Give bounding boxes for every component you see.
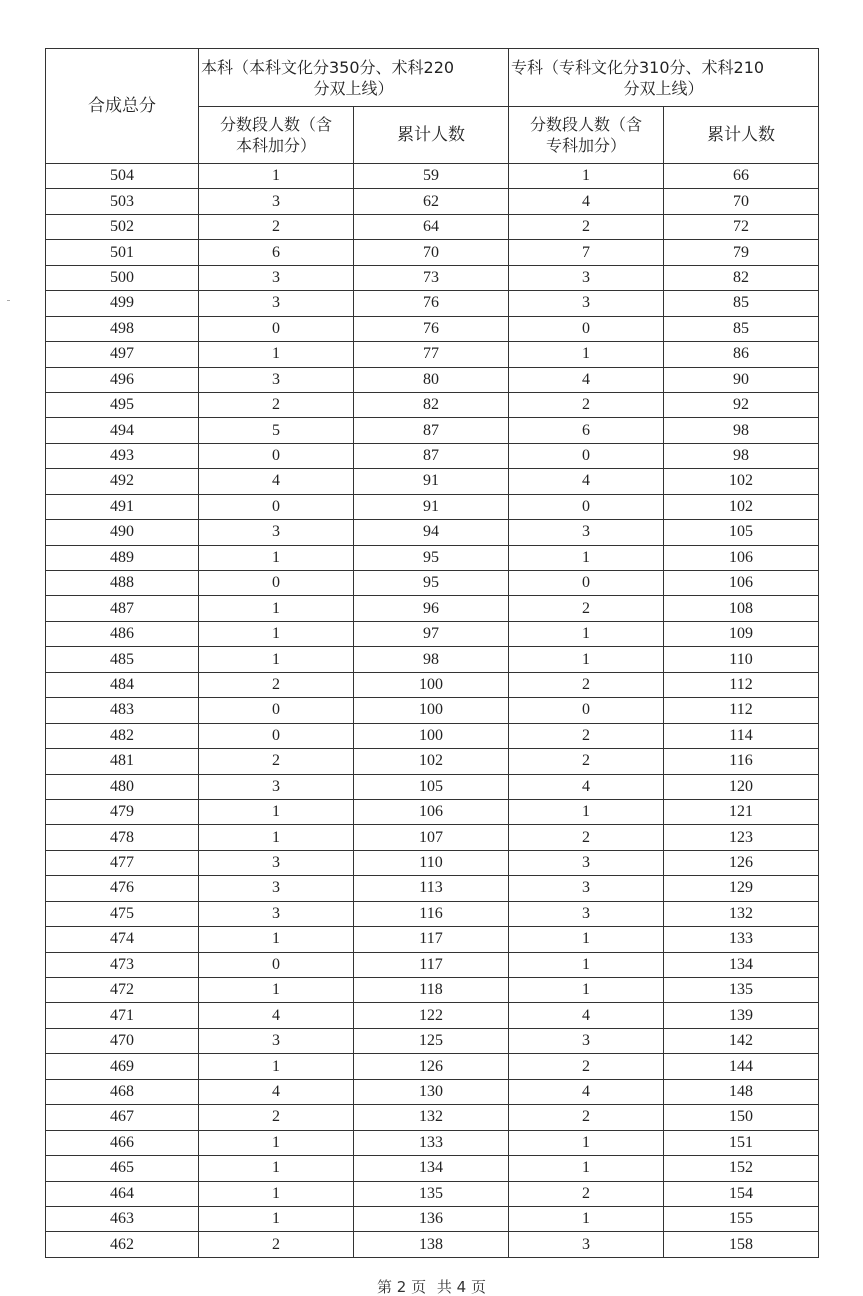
header-vocational-count: 分数段人数（含 专科加分）: [509, 107, 664, 164]
vocational-count-cell: 2: [509, 825, 664, 850]
vocational-count-cell: 0: [509, 443, 664, 468]
undergrad-cumulative-cell: 118: [354, 978, 509, 1003]
table-row: [46, 443, 819, 468]
vocational-cumulative-cell: 139: [664, 1003, 819, 1028]
vocational-count-cell: 1: [509, 545, 664, 570]
undergrad-cumulative-cell: 116: [354, 901, 509, 926]
vocational-count-cell: 3: [509, 1232, 664, 1257]
table-row: [46, 1105, 819, 1130]
undergrad-cumulative-cell: 87: [354, 443, 509, 468]
undergrad-count-cell: 0: [199, 723, 354, 748]
vocational-count-cell: 1: [509, 342, 664, 367]
table-row: [46, 1181, 819, 1206]
table-row: [46, 189, 819, 214]
vocational-count-cell: 2: [509, 723, 664, 748]
undergrad-cumulative-cell: 59: [354, 164, 509, 189]
vocational-count-cell: 4: [509, 1079, 664, 1104]
vocational-count-cell: 2: [509, 672, 664, 697]
total-score-cell: 492: [46, 469, 199, 494]
page-number: 第 2 页: [377, 1278, 427, 1296]
total-score-cell: 487: [46, 596, 199, 621]
vocational-count-cell: 2: [509, 214, 664, 239]
undergrad-cumulative-cell: 100: [354, 723, 509, 748]
undergrad-cumulative-cell: 126: [354, 1054, 509, 1079]
undergrad-cumulative-cell: 107: [354, 825, 509, 850]
total-score-cell: 499: [46, 291, 199, 316]
total-score-cell: 494: [46, 418, 199, 443]
table-row: [46, 698, 819, 723]
vocational-count-cell: 2: [509, 1181, 664, 1206]
table-row: [46, 672, 819, 697]
undergrad-cumulative-cell: 113: [354, 876, 509, 901]
undergrad-count-cell: 1: [199, 1054, 354, 1079]
table-row: [46, 978, 819, 1003]
undergrad-cumulative-cell: 95: [354, 545, 509, 570]
vocational-count-cell: 3: [509, 901, 664, 926]
undergrad-cumulative-cell: 138: [354, 1232, 509, 1257]
total-score-cell: 483: [46, 698, 199, 723]
undergrad-cumulative-cell: 102: [354, 749, 509, 774]
vocational-cumulative-cell: 132: [664, 901, 819, 926]
total-score-cell: 498: [46, 316, 199, 341]
vocational-cumulative-cell: 92: [664, 392, 819, 417]
undergrad-count-cell: 1: [199, 1206, 354, 1231]
undergrad-cumulative-cell: 106: [354, 799, 509, 824]
vocational-cumulative-cell: 79: [664, 240, 819, 265]
vocational-cumulative-cell: 86: [664, 342, 819, 367]
vocational-count-cell: 4: [509, 1003, 664, 1028]
vocational-count-cell: 4: [509, 774, 664, 799]
undergrad-count-cell: 4: [199, 1079, 354, 1104]
undergrad-cumulative-cell: 132: [354, 1105, 509, 1130]
table-row: [46, 164, 819, 189]
vocational-count-cell: 3: [509, 265, 664, 290]
vocational-count-cell: 0: [509, 494, 664, 519]
total-score-cell: 485: [46, 647, 199, 672]
undergrad-count-cell: 1: [199, 647, 354, 672]
undergrad-cumulative-cell: 80: [354, 367, 509, 392]
vocational-cumulative-cell: 155: [664, 1206, 819, 1231]
undergrad-cumulative-cell: 117: [354, 927, 509, 952]
undergrad-count-cell: 0: [199, 571, 354, 596]
total-score-cell: 486: [46, 621, 199, 646]
undergrad-cumulative-cell: 125: [354, 1028, 509, 1053]
vocational-cumulative-cell: 133: [664, 927, 819, 952]
total-score-cell: 471: [46, 1003, 199, 1028]
undergrad-count-cell: 1: [199, 927, 354, 952]
vocational-count-cell: 0: [509, 316, 664, 341]
table-row: [46, 214, 819, 239]
vocational-count-cell: 2: [509, 392, 664, 417]
undergrad-cumulative-cell: 82: [354, 392, 509, 417]
table-row: [46, 1232, 819, 1257]
vocational-count-cell: 0: [509, 698, 664, 723]
total-score-cell: 489: [46, 545, 199, 570]
total-score-cell: 478: [46, 825, 199, 850]
page-total: 共 4 页: [436, 1278, 486, 1296]
total-score-cell: 493: [46, 443, 199, 468]
undergrad-cumulative-cell: 91: [354, 469, 509, 494]
vocational-cumulative-cell: 98: [664, 418, 819, 443]
undergrad-cumulative-cell: 95: [354, 571, 509, 596]
total-score-cell: 488: [46, 571, 199, 596]
total-score-cell: 502: [46, 214, 199, 239]
vocational-cumulative-cell: 112: [664, 672, 819, 697]
total-score-cell: 482: [46, 723, 199, 748]
vocational-cumulative-cell: 151: [664, 1130, 819, 1155]
vocational-count-cell: 3: [509, 291, 664, 316]
total-score-cell: 465: [46, 1156, 199, 1181]
vocational-cumulative-cell: 109: [664, 621, 819, 646]
total-score-cell: 484: [46, 672, 199, 697]
table-row: [46, 621, 819, 646]
total-score-cell: 474: [46, 927, 199, 952]
table-row: [46, 927, 819, 952]
undergrad-count-cell: 0: [199, 316, 354, 341]
undergrad-count-cell: 3: [199, 189, 354, 214]
vocational-count-cell: 3: [509, 850, 664, 875]
undergrad-count-cell: 2: [199, 749, 354, 774]
vocational-cumulative-cell: 106: [664, 545, 819, 570]
undergrad-count-cell: 3: [199, 1028, 354, 1053]
page-footer: [0, 1278, 863, 1296]
undergrad-cumulative-cell: 98: [354, 647, 509, 672]
total-score-cell: 473: [46, 952, 199, 977]
total-score-cell: 495: [46, 392, 199, 417]
undergrad-count-cell: 4: [199, 469, 354, 494]
total-score-cell: 500: [46, 265, 199, 290]
undergrad-count-cell: 3: [199, 291, 354, 316]
vocational-cumulative-cell: 114: [664, 723, 819, 748]
undergrad-count-cell: 6: [199, 240, 354, 265]
undergrad-cumulative-cell: 100: [354, 698, 509, 723]
undergrad-cumulative-cell: 100: [354, 672, 509, 697]
vocational-count-cell: 1: [509, 927, 664, 952]
table-row: [46, 1130, 819, 1155]
table-row: [46, 316, 819, 341]
vocational-cumulative-cell: 150: [664, 1105, 819, 1130]
total-score-cell: 463: [46, 1206, 199, 1231]
vocational-count-cell: 3: [509, 520, 664, 545]
table-row: [46, 850, 819, 875]
undergrad-count-cell: 3: [199, 774, 354, 799]
vocational-count-cell: 1: [509, 978, 664, 1003]
undergrad-count-cell: 1: [199, 342, 354, 367]
vocational-cumulative-cell: 158: [664, 1232, 819, 1257]
total-score-cell: 503: [46, 189, 199, 214]
total-score-cell: 470: [46, 1028, 199, 1053]
table-row: [46, 774, 819, 799]
undergrad-cumulative-cell: 122: [354, 1003, 509, 1028]
undergrad-cumulative-cell: 87: [354, 418, 509, 443]
header-undergrad-group: 本科（本科文化分350分、术科220 分双上线）: [199, 49, 509, 107]
undergrad-count-cell: 3: [199, 265, 354, 290]
vocational-cumulative-cell: 120: [664, 774, 819, 799]
table-row: [46, 799, 819, 824]
vocational-count-cell: 6: [509, 418, 664, 443]
vocational-count-cell: 1: [509, 952, 664, 977]
table-row: [46, 418, 819, 443]
undergrad-cumulative-cell: 91: [354, 494, 509, 519]
undergrad-count-cell: 1: [199, 799, 354, 824]
undergrad-count-cell: 2: [199, 214, 354, 239]
undergrad-count-cell: 1: [199, 164, 354, 189]
total-score-cell: 481: [46, 749, 199, 774]
header-undergrad-count: 分数段人数（含 本科加分）: [199, 107, 354, 164]
vocational-count-cell: 1: [509, 1156, 664, 1181]
vocational-count-cell: 1: [509, 621, 664, 646]
undergrad-count-cell: 4: [199, 1003, 354, 1028]
total-score-cell: 496: [46, 367, 199, 392]
undergrad-cumulative-cell: 97: [354, 621, 509, 646]
total-score-cell: 476: [46, 876, 199, 901]
vocational-count-cell: 2: [509, 1054, 664, 1079]
undergrad-count-cell: 2: [199, 1105, 354, 1130]
undergrad-cumulative-cell: 105: [354, 774, 509, 799]
table-row: [46, 265, 819, 290]
vocational-count-cell: 2: [509, 596, 664, 621]
undergrad-cumulative-cell: 136: [354, 1206, 509, 1231]
undergrad-count-cell: 0: [199, 952, 354, 977]
table-row: [46, 596, 819, 621]
undergrad-count-cell: 3: [199, 367, 354, 392]
undergrad-cumulative-cell: 135: [354, 1181, 509, 1206]
vocational-cumulative-cell: 85: [664, 316, 819, 341]
total-score-cell: 490: [46, 520, 199, 545]
undergrad-count-cell: 1: [199, 1156, 354, 1181]
vocational-cumulative-cell: 70: [664, 189, 819, 214]
vocational-cumulative-cell: 98: [664, 443, 819, 468]
total-score-cell: 468: [46, 1079, 199, 1104]
vocational-cumulative-cell: 90: [664, 367, 819, 392]
header-vocational-cumulative: 累计人数: [664, 107, 819, 164]
total-score-cell: 497: [46, 342, 199, 367]
vocational-cumulative-cell: 82: [664, 265, 819, 290]
undergrad-count-cell: 1: [199, 1181, 354, 1206]
undergrad-count-cell: 2: [199, 392, 354, 417]
undergrad-cumulative-cell: 62: [354, 189, 509, 214]
undergrad-cumulative-cell: 76: [354, 291, 509, 316]
vocational-cumulative-cell: 142: [664, 1028, 819, 1053]
undergrad-count-cell: 1: [199, 545, 354, 570]
vocational-cumulative-cell: 112: [664, 698, 819, 723]
vocational-count-cell: 2: [509, 1105, 664, 1130]
vocational-count-cell: 3: [509, 876, 664, 901]
total-score-cell: 480: [46, 774, 199, 799]
vocational-cumulative-cell: 148: [664, 1079, 819, 1104]
vocational-count-cell: 3: [509, 1028, 664, 1053]
table-row: [46, 1003, 819, 1028]
vocational-cumulative-cell: 105: [664, 520, 819, 545]
total-score-cell: 462: [46, 1232, 199, 1257]
vocational-cumulative-cell: 108: [664, 596, 819, 621]
table-row: [46, 494, 819, 519]
vocational-count-cell: 4: [509, 469, 664, 494]
vocational-cumulative-cell: 110: [664, 647, 819, 672]
total-score-cell: 491: [46, 494, 199, 519]
undergrad-cumulative-cell: 117: [354, 952, 509, 977]
table-row: [46, 545, 819, 570]
undergrad-cumulative-cell: 76: [354, 316, 509, 341]
undergrad-cumulative-cell: 70: [354, 240, 509, 265]
vocational-count-cell: 1: [509, 1206, 664, 1231]
vocational-count-cell: 4: [509, 367, 664, 392]
undergrad-count-cell: 1: [199, 596, 354, 621]
vocational-cumulative-cell: 102: [664, 469, 819, 494]
vocational-count-cell: 1: [509, 1130, 664, 1155]
table-row: [46, 291, 819, 316]
vocational-cumulative-cell: 126: [664, 850, 819, 875]
undergrad-cumulative-cell: 110: [354, 850, 509, 875]
vocational-cumulative-cell: 121: [664, 799, 819, 824]
total-score-cell: 469: [46, 1054, 199, 1079]
table-row: [46, 1079, 819, 1104]
undergrad-count-cell: 3: [199, 901, 354, 926]
undergrad-count-cell: 0: [199, 698, 354, 723]
vocational-cumulative-cell: 134: [664, 952, 819, 977]
undergrad-cumulative-cell: 133: [354, 1130, 509, 1155]
vocational-count-cell: 0: [509, 571, 664, 596]
table-row: [46, 825, 819, 850]
table-row: [46, 749, 819, 774]
table-row: [46, 1206, 819, 1231]
table-row: [46, 520, 819, 545]
undergrad-count-cell: 2: [199, 672, 354, 697]
undergrad-count-cell: 5: [199, 418, 354, 443]
undergrad-count-cell: 3: [199, 876, 354, 901]
table-row: [46, 952, 819, 977]
table-row: [46, 392, 819, 417]
header-total-score: 合成总分: [46, 49, 199, 164]
header-undergrad-cumulative: 累计人数: [354, 107, 509, 164]
undergrad-count-cell: 1: [199, 1130, 354, 1155]
vocational-count-cell: 7: [509, 240, 664, 265]
table-row: [46, 342, 819, 367]
table-row: [46, 1054, 819, 1079]
vocational-cumulative-cell: 152: [664, 1156, 819, 1181]
vocational-cumulative-cell: 85: [664, 291, 819, 316]
undergrad-cumulative-cell: 94: [354, 520, 509, 545]
table-row: [46, 571, 819, 596]
table-row: [46, 469, 819, 494]
vocational-cumulative-cell: 154: [664, 1181, 819, 1206]
table-row: [46, 1156, 819, 1181]
undergrad-count-cell: 1: [199, 621, 354, 646]
vocational-count-cell: 4: [509, 189, 664, 214]
undergrad-cumulative-cell: 96: [354, 596, 509, 621]
vocational-cumulative-cell: 123: [664, 825, 819, 850]
vocational-cumulative-cell: 129: [664, 876, 819, 901]
total-score-cell: 466: [46, 1130, 199, 1155]
vocational-count-cell: 2: [509, 749, 664, 774]
vocational-count-cell: 1: [509, 164, 664, 189]
vocational-cumulative-cell: 135: [664, 978, 819, 1003]
undergrad-count-cell: 2: [199, 1232, 354, 1257]
undergrad-count-cell: 0: [199, 494, 354, 519]
table-row: [46, 647, 819, 672]
total-score-cell: 464: [46, 1181, 199, 1206]
header-vocational-group: 专科（专科文化分310分、术科210 分双上线）: [509, 49, 819, 107]
undergrad-count-cell: 1: [199, 825, 354, 850]
undergrad-count-cell: 3: [199, 850, 354, 875]
table-row: [46, 367, 819, 392]
table-body: [46, 164, 819, 1258]
table-row: [46, 723, 819, 748]
table-row: [46, 876, 819, 901]
table-row: [46, 1028, 819, 1053]
total-score-cell: 501: [46, 240, 199, 265]
score-distribution-table: [45, 48, 819, 1258]
undergrad-cumulative-cell: 130: [354, 1079, 509, 1104]
vocational-cumulative-cell: 106: [664, 571, 819, 596]
total-score-cell: 467: [46, 1105, 199, 1130]
table-row: [46, 240, 819, 265]
total-score-cell: 472: [46, 978, 199, 1003]
undergrad-count-cell: 0: [199, 443, 354, 468]
total-score-cell: 475: [46, 901, 199, 926]
undergrad-cumulative-cell: 73: [354, 265, 509, 290]
scan-mark: [7, 300, 10, 301]
undergrad-count-cell: 1: [199, 978, 354, 1003]
undergrad-count-cell: 3: [199, 520, 354, 545]
undergrad-cumulative-cell: 134: [354, 1156, 509, 1181]
vocational-cumulative-cell: 66: [664, 164, 819, 189]
vocational-cumulative-cell: 144: [664, 1054, 819, 1079]
vocational-cumulative-cell: 102: [664, 494, 819, 519]
total-score-cell: 504: [46, 164, 199, 189]
vocational-count-cell: 1: [509, 799, 664, 824]
undergrad-cumulative-cell: 64: [354, 214, 509, 239]
undergrad-cumulative-cell: 77: [354, 342, 509, 367]
total-score-cell: 479: [46, 799, 199, 824]
vocational-cumulative-cell: 116: [664, 749, 819, 774]
vocational-count-cell: 1: [509, 647, 664, 672]
total-score-cell: 477: [46, 850, 199, 875]
vocational-cumulative-cell: 72: [664, 214, 819, 239]
table-row: [46, 901, 819, 926]
